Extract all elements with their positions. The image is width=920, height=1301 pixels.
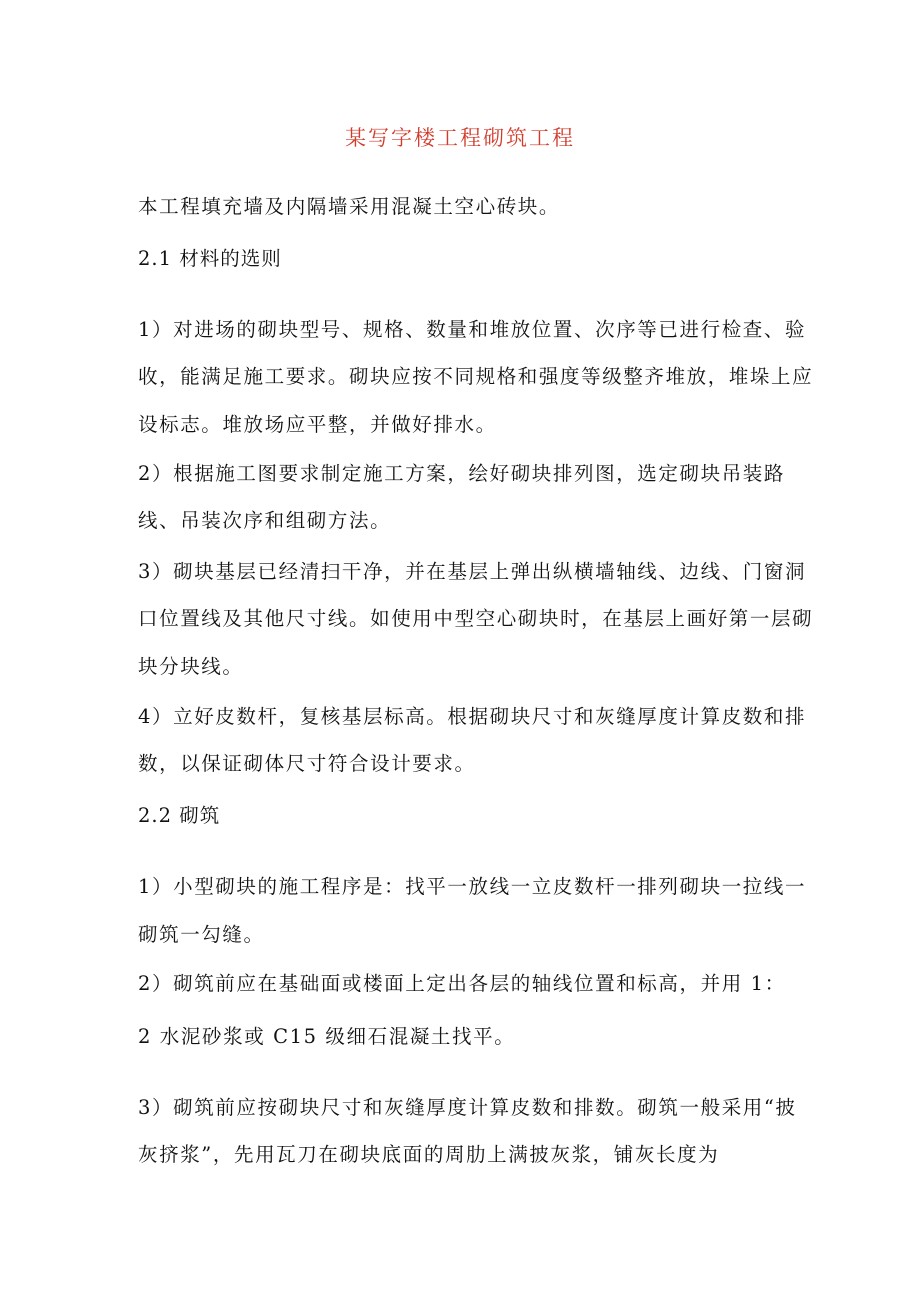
paragraph-line: 3）砌筑前应按砌块尺寸和灰缝厚度计算皮数和排数。砌筑一般采用“披	[138, 1096, 797, 1119]
paragraph-line: 收，能满足施工要求。砌块应按不同规格和强度等级整齐堆放，堆垛上应	[138, 365, 814, 388]
intro-paragraph: 本工程填充墙及内隔墙采用混凝土空心砖块。	[138, 195, 561, 218]
paragraph-line: 设标志。堆放场应平整，并做好排水。	[138, 413, 497, 436]
paragraph-line: 2）砌筑前应在基础面或楼面上定出各层的轴线位置和标高，并用 1：	[138, 972, 786, 995]
section-heading-materials: 2.1 材料的选则	[138, 247, 282, 270]
paragraph-line: 块分块线。	[138, 655, 244, 678]
paragraph-line: 砌筑一勾缝。	[138, 923, 265, 946]
paragraph-line: 2）根据施工图要求制定施工方案，绘好砌块排列图，选定砌块吊装路	[138, 462, 786, 485]
paragraph-line: 1）小型砌块的施工程序是：找平一放线一立皮数杆一排列砌块一拉线一	[138, 875, 807, 898]
paragraph-line: 数，以保证砌体尺寸符合设计要求。	[138, 752, 476, 775]
paragraph-line: 灰挤浆”，先用瓦刀在砌块底面的周肋上满披灰浆，铺灰长度为	[138, 1143, 720, 1166]
paragraph-line: 1）对进场的砌块型号、规格、数量和堆放位置、次序等已进行检查、验	[138, 318, 807, 341]
paragraph-line: 4）立好皮数杆，复核基层标高。根据砌块尺寸和灰缝厚度计算皮数和排	[138, 705, 807, 728]
paragraph-line: 3）砌块基层已经清扫干净，并在基层上弹出纵横墙轴线、边线、门窗洞	[138, 560, 807, 583]
paragraph-line: 2 水泥砂浆或 C15 级细石混凝土找平。	[138, 1025, 516, 1048]
paragraph-line: 线、吊装次序和组砌方法。	[138, 509, 392, 532]
paragraph-line: 口位置线及其他尺寸线。如使用中型空心砌块时，在基层上画好第一层砌	[138, 607, 814, 630]
document-title: 某写字楼工程砌筑工程	[345, 126, 575, 150]
section-heading-masonry: 2.2 砌筑	[138, 804, 221, 827]
